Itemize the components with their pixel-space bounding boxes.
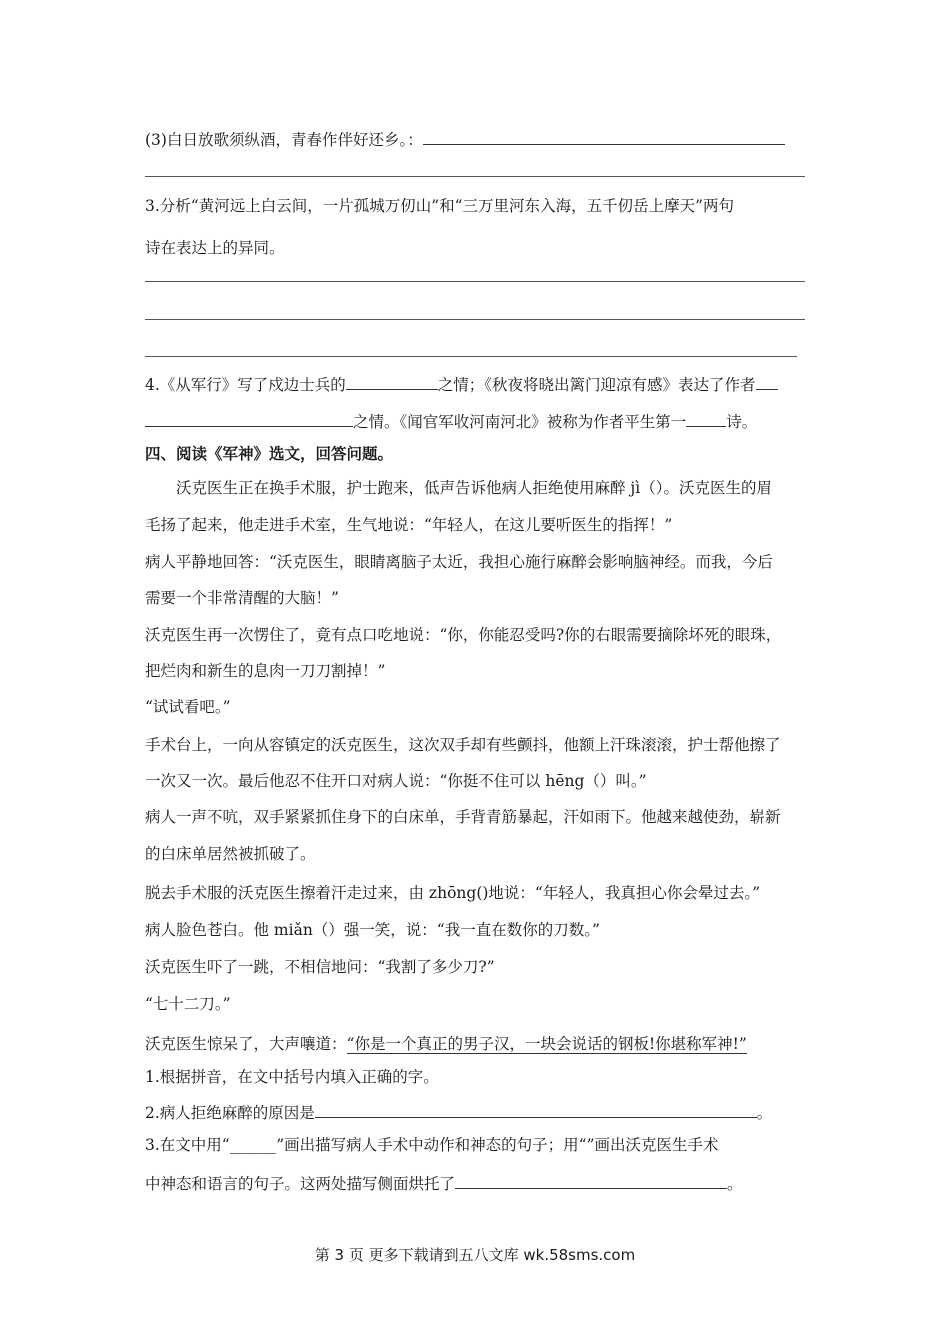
question-2 xyxy=(145,1101,772,1123)
question-1: 1.根据拼音，在文中括号内填入正确的字。 xyxy=(145,1068,439,1086)
answer-line[interactable] xyxy=(145,356,797,357)
q2-end: 。 xyxy=(756,1104,773,1122)
question-4-line2 xyxy=(145,410,757,432)
underlined-quote: “你是一个真正的男子汉，一块会说话的钢板!你堪称军神!” xyxy=(346,1035,747,1053)
question-3-line2 xyxy=(145,1172,743,1194)
q3-text: 中神态和语言的句子。这两处描写侧面烘托了 xyxy=(145,1175,456,1193)
passage-line: 病人一声不吭，双手紧紧抓住身下的白床单，手背青筋暴起，汗如雨下。他越来越使劲，崭新 xyxy=(145,808,781,826)
answer-blank[interactable] xyxy=(423,128,785,145)
passage-line: 沃克医生再一次愣住了，竟有点口吃地说：“你，你能忍受吗?你的右眼需要摘除坏死的眼珠， xyxy=(145,626,782,644)
passage-line: 脱去手术服的沃克医生擦着汗走过来，由 zhōng()地说：“年轻人，我真担心你会晕过去。” xyxy=(145,884,761,902)
question-4-line1 xyxy=(145,373,778,395)
q4-text-b1: 之情。《闻官军收河南河北》被称为作者平生第一 xyxy=(353,413,687,431)
question-3-line1: 3.分析“黄河远上白云间，一片孤城万仞山”和“三万里河东入海，五千仞岳上摩天”两句 xyxy=(145,197,734,215)
passage-line: 毛扬了起来，他走进手术室，生气地说：“年轻人，在这儿要听医生的指挥！” xyxy=(145,516,673,534)
answer-blank[interactable] xyxy=(455,1172,727,1189)
poem-item-3 xyxy=(145,128,785,150)
answer-blank[interactable] xyxy=(346,373,438,390)
answer-line[interactable] xyxy=(145,319,805,320)
question-3-line1: 3.在文中用“______”画出描写病人手术中动作和神态的句子；用“”画出沃克医生手术 xyxy=(145,1136,719,1154)
passage-line xyxy=(145,1034,747,1054)
answer-line[interactable] xyxy=(145,281,805,282)
passage-line: 病人平静地回答：“沃克医生，眼睛离脑子太近，我担心施行麻醉会影响脑神经。而我，今后 xyxy=(145,553,773,571)
section-4-title: 四、阅读《军神》选文，回答问题。 xyxy=(145,445,394,463)
question-3-line2: 诗在表达上的异同。 xyxy=(145,239,285,257)
passage-text: 沃克医生惊呆了，大声嚷道： xyxy=(145,1035,347,1053)
page-footer: 第 3 页 更多下载请到五八文库 wk.58sms.com xyxy=(314,1246,636,1264)
answer-blank[interactable] xyxy=(686,410,726,427)
q3-end: 。 xyxy=(727,1175,743,1193)
passage-line: 沃克医生正在换手术服，护士跑来，低声告诉他病人拒绝使用麻醉 jì（）。沃克医生的眉 xyxy=(176,479,772,497)
answer-blank[interactable] xyxy=(145,410,353,427)
passage-line: 需要一个非常清醒的大脑！” xyxy=(145,589,339,607)
passage-line: 病人脸色苍白。他 miǎn（）强一笑，说：“我一直在数你的刀数。” xyxy=(145,921,600,939)
q4-text-b2: 诗。 xyxy=(726,413,758,431)
passage-line: 的白床单居然被抓破了。 xyxy=(145,845,316,863)
passage-line: “七十二刀。” xyxy=(145,995,231,1013)
poem-item-3-text: (3)白日放歌须纵酒，青春作伴好还乡。： xyxy=(145,131,423,149)
passage-line: 手术台上，一向从容镇定的沃克医生，这次双手却有些颤抖，他额上汗珠滚滚，护士帮他擦了 xyxy=(145,736,781,754)
q2-text: 2.病人拒绝麻醉的原因是 xyxy=(145,1104,315,1122)
passage-line: 沃克医生吓了一跳，不相信地问：“我割了多少刀?” xyxy=(145,958,495,976)
passage-line: “试试看吧。” xyxy=(145,698,231,716)
passage-line: 一次又一次。最后他忍不住开口对病人说：“你挺不住可以 hēng（）叫。” xyxy=(145,772,647,790)
q4-text-a2: 之情；《秋夜将晓出篱门迎凉有感》表达了作者 xyxy=(437,376,756,394)
answer-line[interactable] xyxy=(145,176,805,177)
passage-line: 把烂肉和新生的息肉一刀刀割掉！” xyxy=(145,662,386,680)
q4-text-a1: 4.《从军行》写了戍边士兵的 xyxy=(145,376,346,394)
answer-blank[interactable] xyxy=(756,373,778,390)
answer-blank[interactable] xyxy=(315,1101,757,1118)
